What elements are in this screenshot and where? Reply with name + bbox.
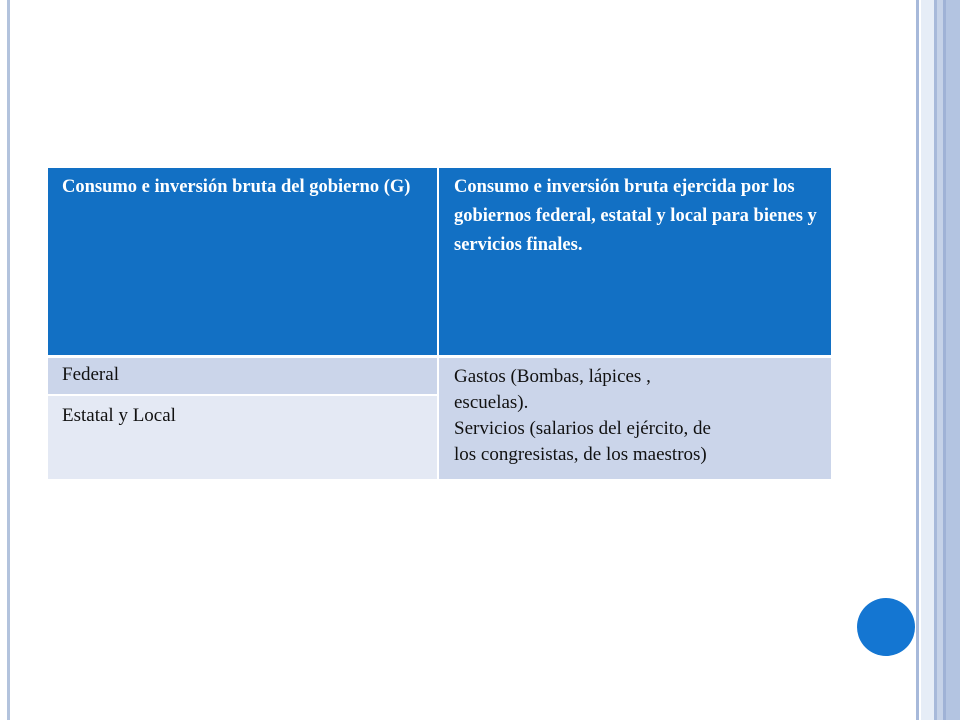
decor-band <box>946 0 960 720</box>
row-description-cell <box>438 358 831 479</box>
description-line: Servicios (salarios del ejército, de <box>454 418 711 439</box>
gov-spending-table <box>48 168 831 479</box>
header-cell-concept: Consumo e inversión bruta del gobierno (G) <box>48 168 438 355</box>
description-line: Gastos (Bombas, lápices , <box>454 366 651 387</box>
left-decor-rule <box>7 0 10 720</box>
right-decor-bands <box>916 0 960 720</box>
table-header-row <box>48 168 831 355</box>
decor-circle <box>857 598 915 656</box>
decor-band <box>921 0 934 720</box>
row-label-estatal-local: Estatal y Local <box>48 395 438 479</box>
table-row <box>48 358 831 395</box>
header-cell-definition: Consumo e inversión bruta ejercida por los gobiernos federal, estatal y local para bienes y servicios finales. <box>438 168 831 355</box>
row-label-federal: Federal <box>48 358 438 395</box>
decor-band <box>916 0 919 720</box>
description-line: los congresistas, de los maestros) <box>454 444 707 465</box>
description-line: escuelas). <box>454 392 529 413</box>
